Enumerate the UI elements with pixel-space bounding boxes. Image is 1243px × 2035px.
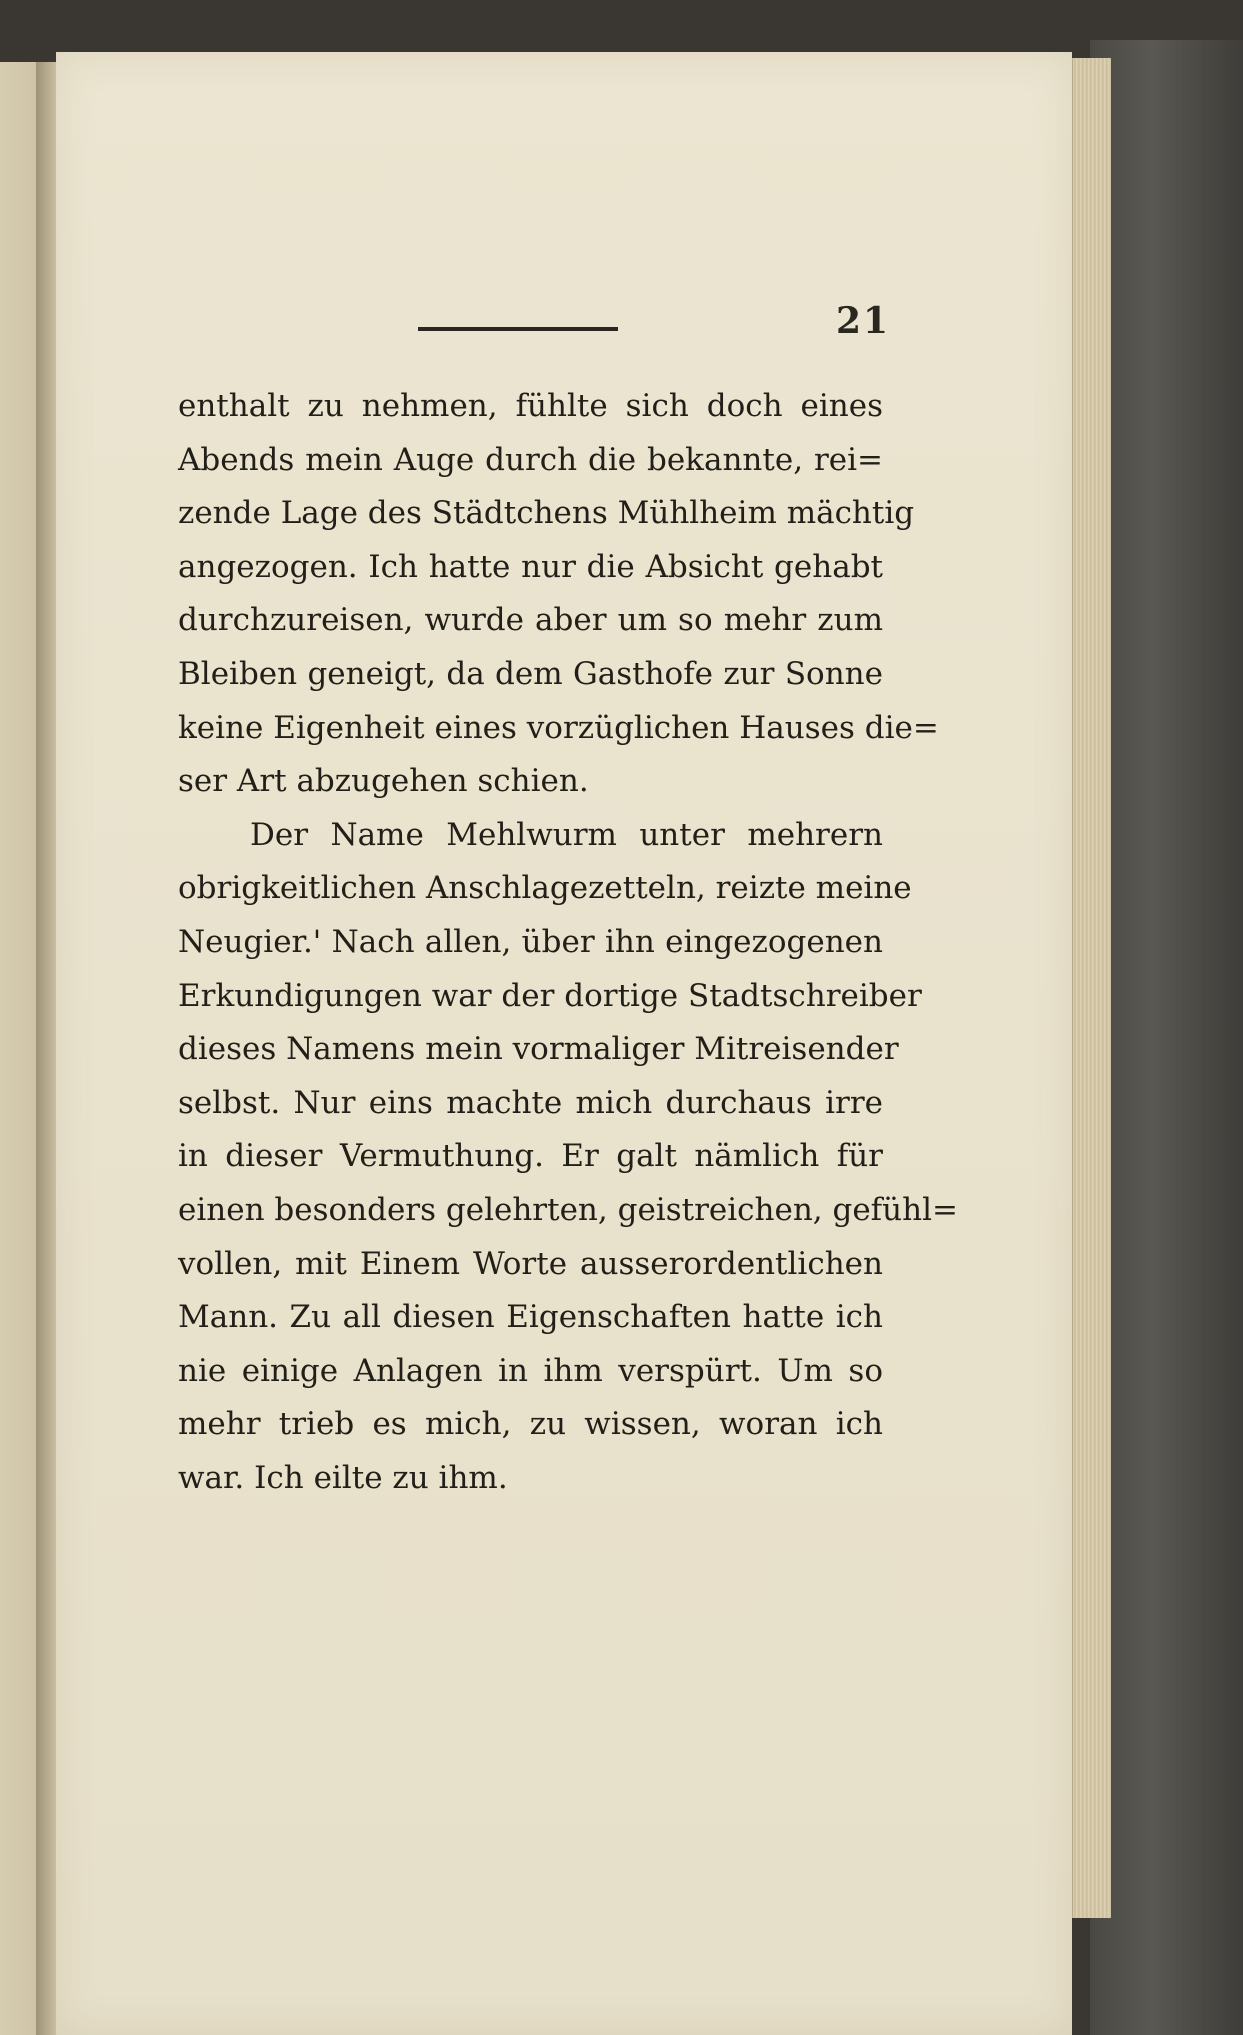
header-rule <box>418 327 618 331</box>
paragraph-2 <box>178 809 958 1506</box>
text-line: Abends mein Auge durch die bekannte, rei= <box>178 441 883 478</box>
text-line: dieses Namens mein vormaliger Mitreisender <box>178 1031 899 1068</box>
text-line: Erkundigungen war der dortige Stadtschreiber <box>178 977 922 1014</box>
text-line: Mann. Zu all diesen Eigenschaften hatte ich <box>178 1299 883 1336</box>
text-line: Der Name Mehlwurm unter mehrern <box>250 816 883 853</box>
text-line: selbst. Nur eins machte mich durchaus irre <box>178 1084 883 1121</box>
text-line: einen besonders gelehrten, geistreichen, gefühl= <box>178 1191 958 1228</box>
paragraph-1 <box>178 380 939 809</box>
text-line: zende Lage des Städtchens Mühlheim mächtig <box>178 495 915 532</box>
text-line: durchzureisen, wurde aber um so mehr zum <box>178 602 883 639</box>
book-gutter <box>36 62 56 2035</box>
text-line: Bleiben geneigt, da dem Gasthofe zur Sonne <box>178 655 883 692</box>
text-line: keine Eigenheit eines vorzüglichen Hauses die= <box>178 709 939 746</box>
text-line: obrigkeitlichen Anschlagezetteln, reizte meine <box>178 870 912 907</box>
body-text <box>178 380 958 1505</box>
text-line: angezogen. Ich hatte nur die Absicht gehabt <box>178 548 883 585</box>
text-line: mehr trieb es mich, zu wissen, woran ich <box>178 1406 883 1443</box>
text-line: ser Art abzugehen schien. <box>178 763 589 800</box>
page-edges <box>1072 58 1111 1918</box>
text-line: vollen, mit Einem Worte ausserordentlichen <box>178 1245 883 1282</box>
page-number: 21 <box>836 300 891 342</box>
text-line: Neugier.' Nach allen, über ihn eingezogenen <box>178 923 883 960</box>
text-line: war. Ich eilte zu ihm. <box>178 1459 508 1496</box>
left-page-edge <box>0 62 36 2035</box>
text-line: nie einige Anlagen in ihm verspürt. Um so <box>178 1352 883 1389</box>
book-cover <box>1090 40 1243 2035</box>
text-line: enthalt zu nehmen, fühlte sich doch eines <box>178 388 883 424</box>
text-line: in dieser Vermuthung. Er galt nämlich für <box>178 1138 883 1175</box>
